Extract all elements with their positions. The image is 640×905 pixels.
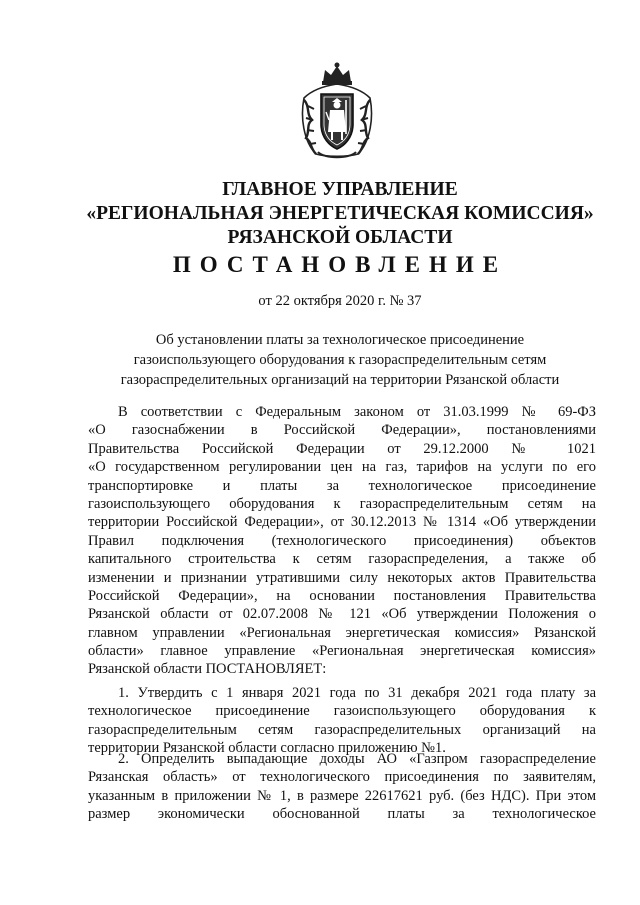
authority-line: «РЕГИОНАЛЬНАЯ ЭНЕРГЕТИЧЕСКАЯ КОМИССИЯ» xyxy=(86,203,594,224)
ryazan-coat-of-arms-icon xyxy=(296,60,378,160)
paragraph-line: транспортировке и платы за технологическое присоединение xyxy=(88,477,596,494)
paragraph-line: указанным в приложении № 1, в размере 22617621 руб. (без НДС). При этом xyxy=(88,787,596,804)
authority-line: ГЛАВНОЕ УПРАВЛЕНИЕ xyxy=(222,179,458,200)
paragraph-line: В соответствии с Федеральным законом от 31.03.1999 № 69-ФЗ xyxy=(118,404,596,420)
paragraph-line: территории Российской Федерации», от 30.12.2013 № 1314 «Об утверждении xyxy=(88,514,596,531)
paragraph-line: размер экономически обоснованной платы за технологическое xyxy=(88,806,596,823)
subject-line: газораспределительных организаций на территории Рязанской области xyxy=(120,372,560,388)
paragraph-line: Рязанская область» от технологического присоединения по заявителям, xyxy=(88,769,596,786)
paragraph-line: Российской Федерации», на основании постановления Правительства xyxy=(88,587,596,604)
paragraph-line: 1. Утвердить с 1 января 2021 года по 31 декабря 2021 года плату за xyxy=(118,685,596,701)
paragraph-line: главном управлении «Региональная энергетическая комиссия» Рязанской xyxy=(88,624,596,641)
paragraph-line: капитального строительства к сетям газораспределения, а также об xyxy=(88,551,596,568)
subject-line: газоиспользующего оборудования к газораспределительным сетям xyxy=(133,352,547,368)
paragraph-line: 2. Определить выпадающие доходы АО «Газпром газораспределение xyxy=(118,751,596,767)
paragraph-line: области» главное управление «Региональная энергетическая комиссия» xyxy=(88,643,596,660)
paragraph-line: изменении и признании утратившими силу некоторых актов Правительства xyxy=(88,569,596,586)
document-subject xyxy=(60,330,620,390)
paragraph-line: технологическое присоединение газоиспользующего оборудования к xyxy=(88,703,596,720)
paragraph-line: Правительства Российской Федерации от 29.12.2000 № 1021 xyxy=(88,440,596,457)
paragraph-line: территории Рязанской области согласно приложению №1. xyxy=(88,740,446,757)
document-date: от 22 октября 2020 г. № 37 xyxy=(258,293,422,309)
paragraph-line: Рязанской области от 02.07.2008 № 121 «Об утверждении Положения о xyxy=(88,606,596,623)
authority-line: РЯЗАНСКОЙ ОБЛАСТИ xyxy=(227,227,453,248)
authority-name xyxy=(60,178,620,250)
paragraph-line: «О газоснабжении в Российской Федерации», постановлениями xyxy=(88,422,596,439)
document-type: ПОСТАНОВЛЕНИЕ xyxy=(172,252,508,277)
paragraph-line: Правил подключения (технологического присоединения) объектов xyxy=(88,532,596,549)
preamble-paragraph xyxy=(88,403,596,679)
paragraph-line: «О государственном регулировании цен на газ, тарифов на услуги по его xyxy=(88,459,596,476)
paragraph-line: Рязанской области ПОСТАНОВЛЯЕТ: xyxy=(88,661,327,678)
paragraph-line: газораспределительным сетям газораспределительных организаций на xyxy=(88,721,596,738)
subject-line: Об установлении платы за технологическое присоединение xyxy=(155,332,525,348)
clause-2-paragraph xyxy=(88,750,596,824)
paragraph-line: газоиспользующего оборудования к газораспределительным сетям на xyxy=(88,495,596,512)
clause-1-paragraph xyxy=(88,684,596,758)
